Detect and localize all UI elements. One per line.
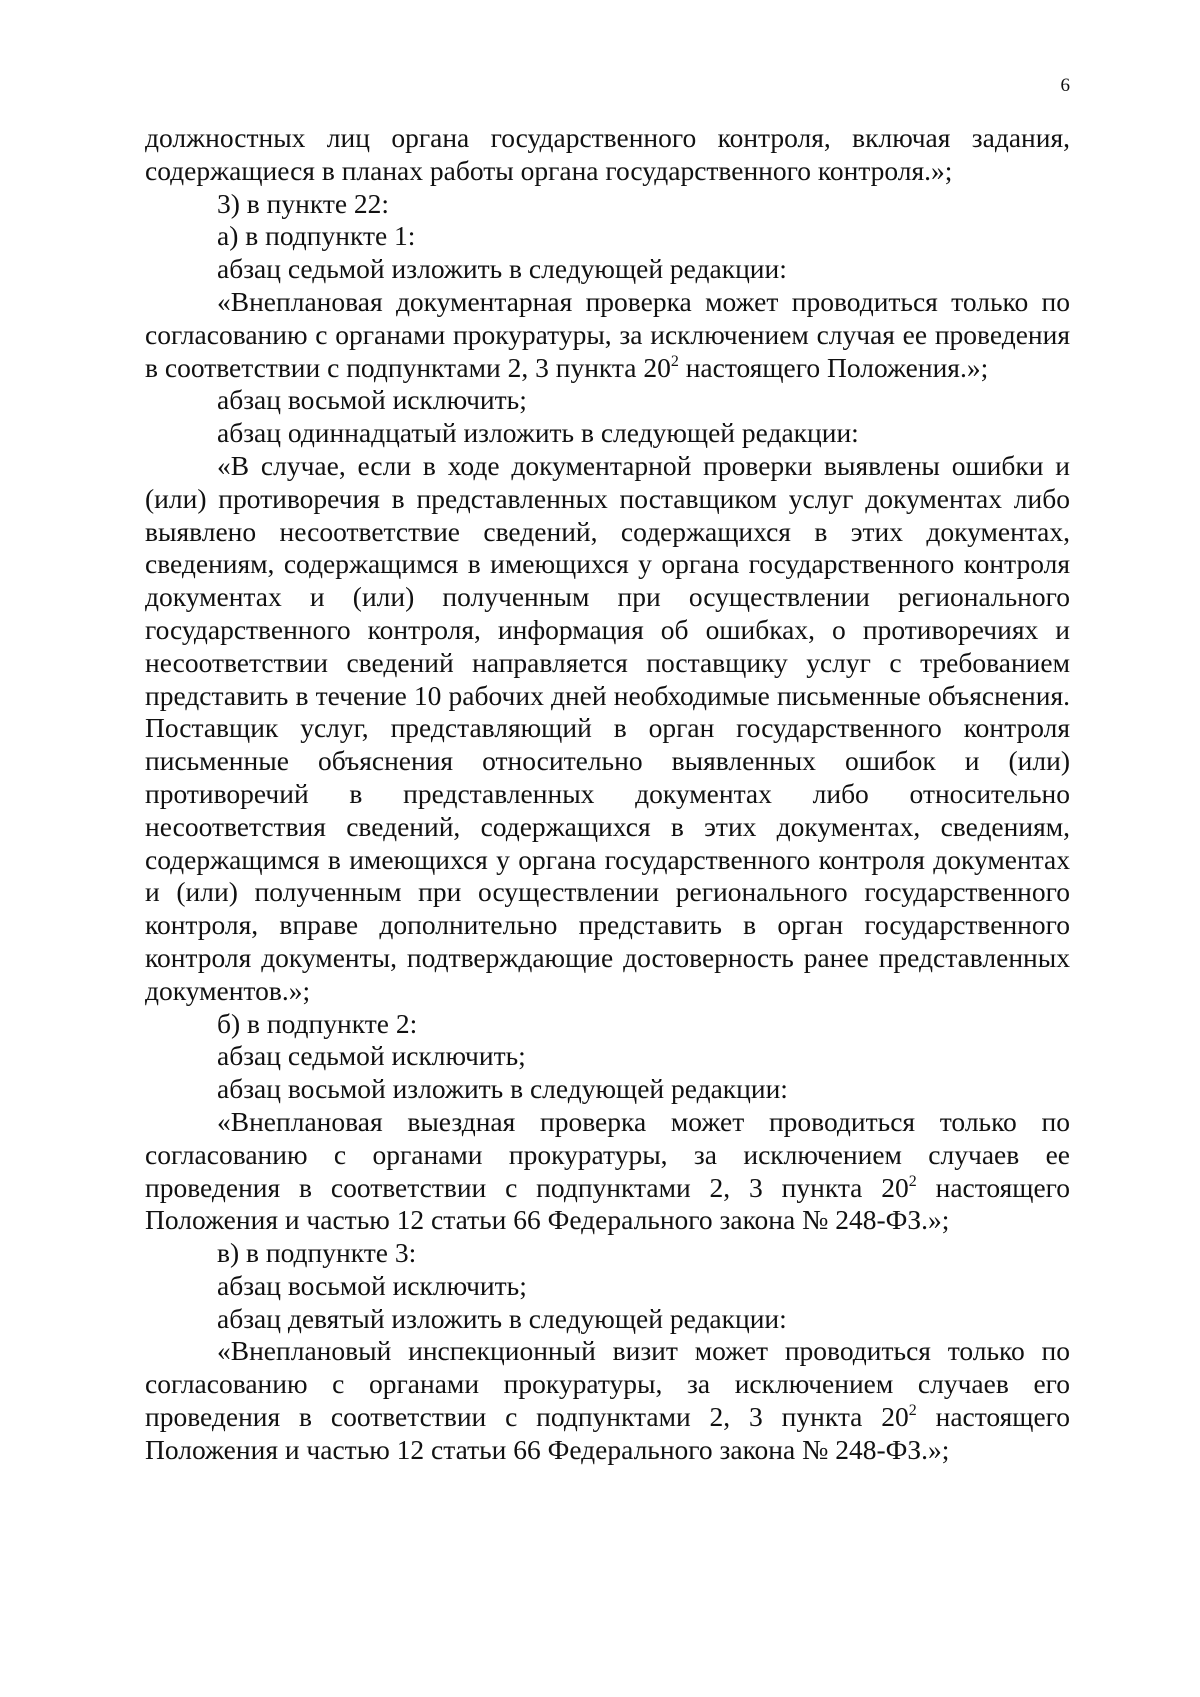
superscript: 2 — [670, 352, 679, 370]
paragraph: абзац восьмой исключить; — [217, 384, 527, 416]
paragraph: абзац восьмой исключить; — [217, 1269, 527, 1301]
paragraph: а) в подпункте 1: — [217, 220, 416, 252]
superscript: 2 — [908, 1172, 917, 1190]
paragraph: «Внеплановая выездная проверка может проводиться только по согласованию с органами прокуратуры, за исключением случаев ее проведения в соответствии с подпунктами 2, 3 пункта $20^2$ настоящего Положения и частью 12 статьи 66 Федерального закона № 248-ФЗ.»; — [145, 1105, 1070, 1236]
paragraph: абзац одиннадцатый изложить в следующей редакции: — [217, 417, 859, 449]
paragraph: «Внеплановый инспекционный визит может проводиться только по согласованию с органами прокуратуры, за исключением случаев его проведения в соответствии с подпунктами 2, 3 пункта $20^2$ настоящего Положения и частью 12 статьи 66 Федерального закона № 248-ФЗ.»; — [145, 1335, 1070, 1465]
paragraph: должностных лиц органа государственного контроля, включая задания, содержащиеся в планах работы органа государственного контроля.»; — [145, 122, 1070, 186]
paragraph: абзац седьмой исключить; — [217, 1040, 526, 1072]
paragraph: «В случае, если в ходе документарной проверки выявлены ошибки и (или) противоречия в представленных поставщиком услуг документах либо выявлено несоответствие сведений, содержащихся в этих документах, сведениям, содержащимся в имеющихся у органа государственного контроля документах и (или) полученным при осуществлении регионального государственного контроля, информация об ошибках, о противоречиях и несоответствии сведений направляется поставщику услуг с требованием представить в течение 10 рабочих дней необходимые письменные объяснения. Поставщик услуг, представляющий в орган государственного контроля письменные объяснения относительно выявленных ошибок и (или) противоречий в представленных документах либо относительно несоответствия сведений, содержащихся в этих документах, сведениям, содержащимся в имеющихся у органа государственного контроля документах и (или) полученным при осуществлении регионального государственного контроля, вправе дополнительно представить в орган государственного контроля документы, подтверждающие достоверность ранее представленных документов.»; — [145, 449, 1070, 1006]
paragraph: б) в подпункте 2: — [217, 1007, 418, 1039]
paragraph: абзац седьмой изложить в следующей редакции: — [217, 253, 787, 285]
paragraph: в) в подпункте 3: — [217, 1237, 417, 1269]
paragraph: 3) в пункте 22: — [217, 187, 390, 219]
paragraph: абзац восьмой изложить в следующей редакции: — [217, 1073, 788, 1105]
superscript: 2 — [908, 1402, 917, 1420]
document-body — [145, 122, 1070, 1467]
page-number: 6 — [1060, 75, 1070, 96]
paragraph: абзац девятый изложить в следующей редакции: — [217, 1302, 787, 1334]
paragraph: «Внеплановая документарная проверка может проводиться только по согласованию с органами прокуратуры, за исключением случая ее проведения в соответствии с подпунктами 2, 3 пункта $20^2$ настоящего Положения.»; — [145, 285, 1070, 383]
